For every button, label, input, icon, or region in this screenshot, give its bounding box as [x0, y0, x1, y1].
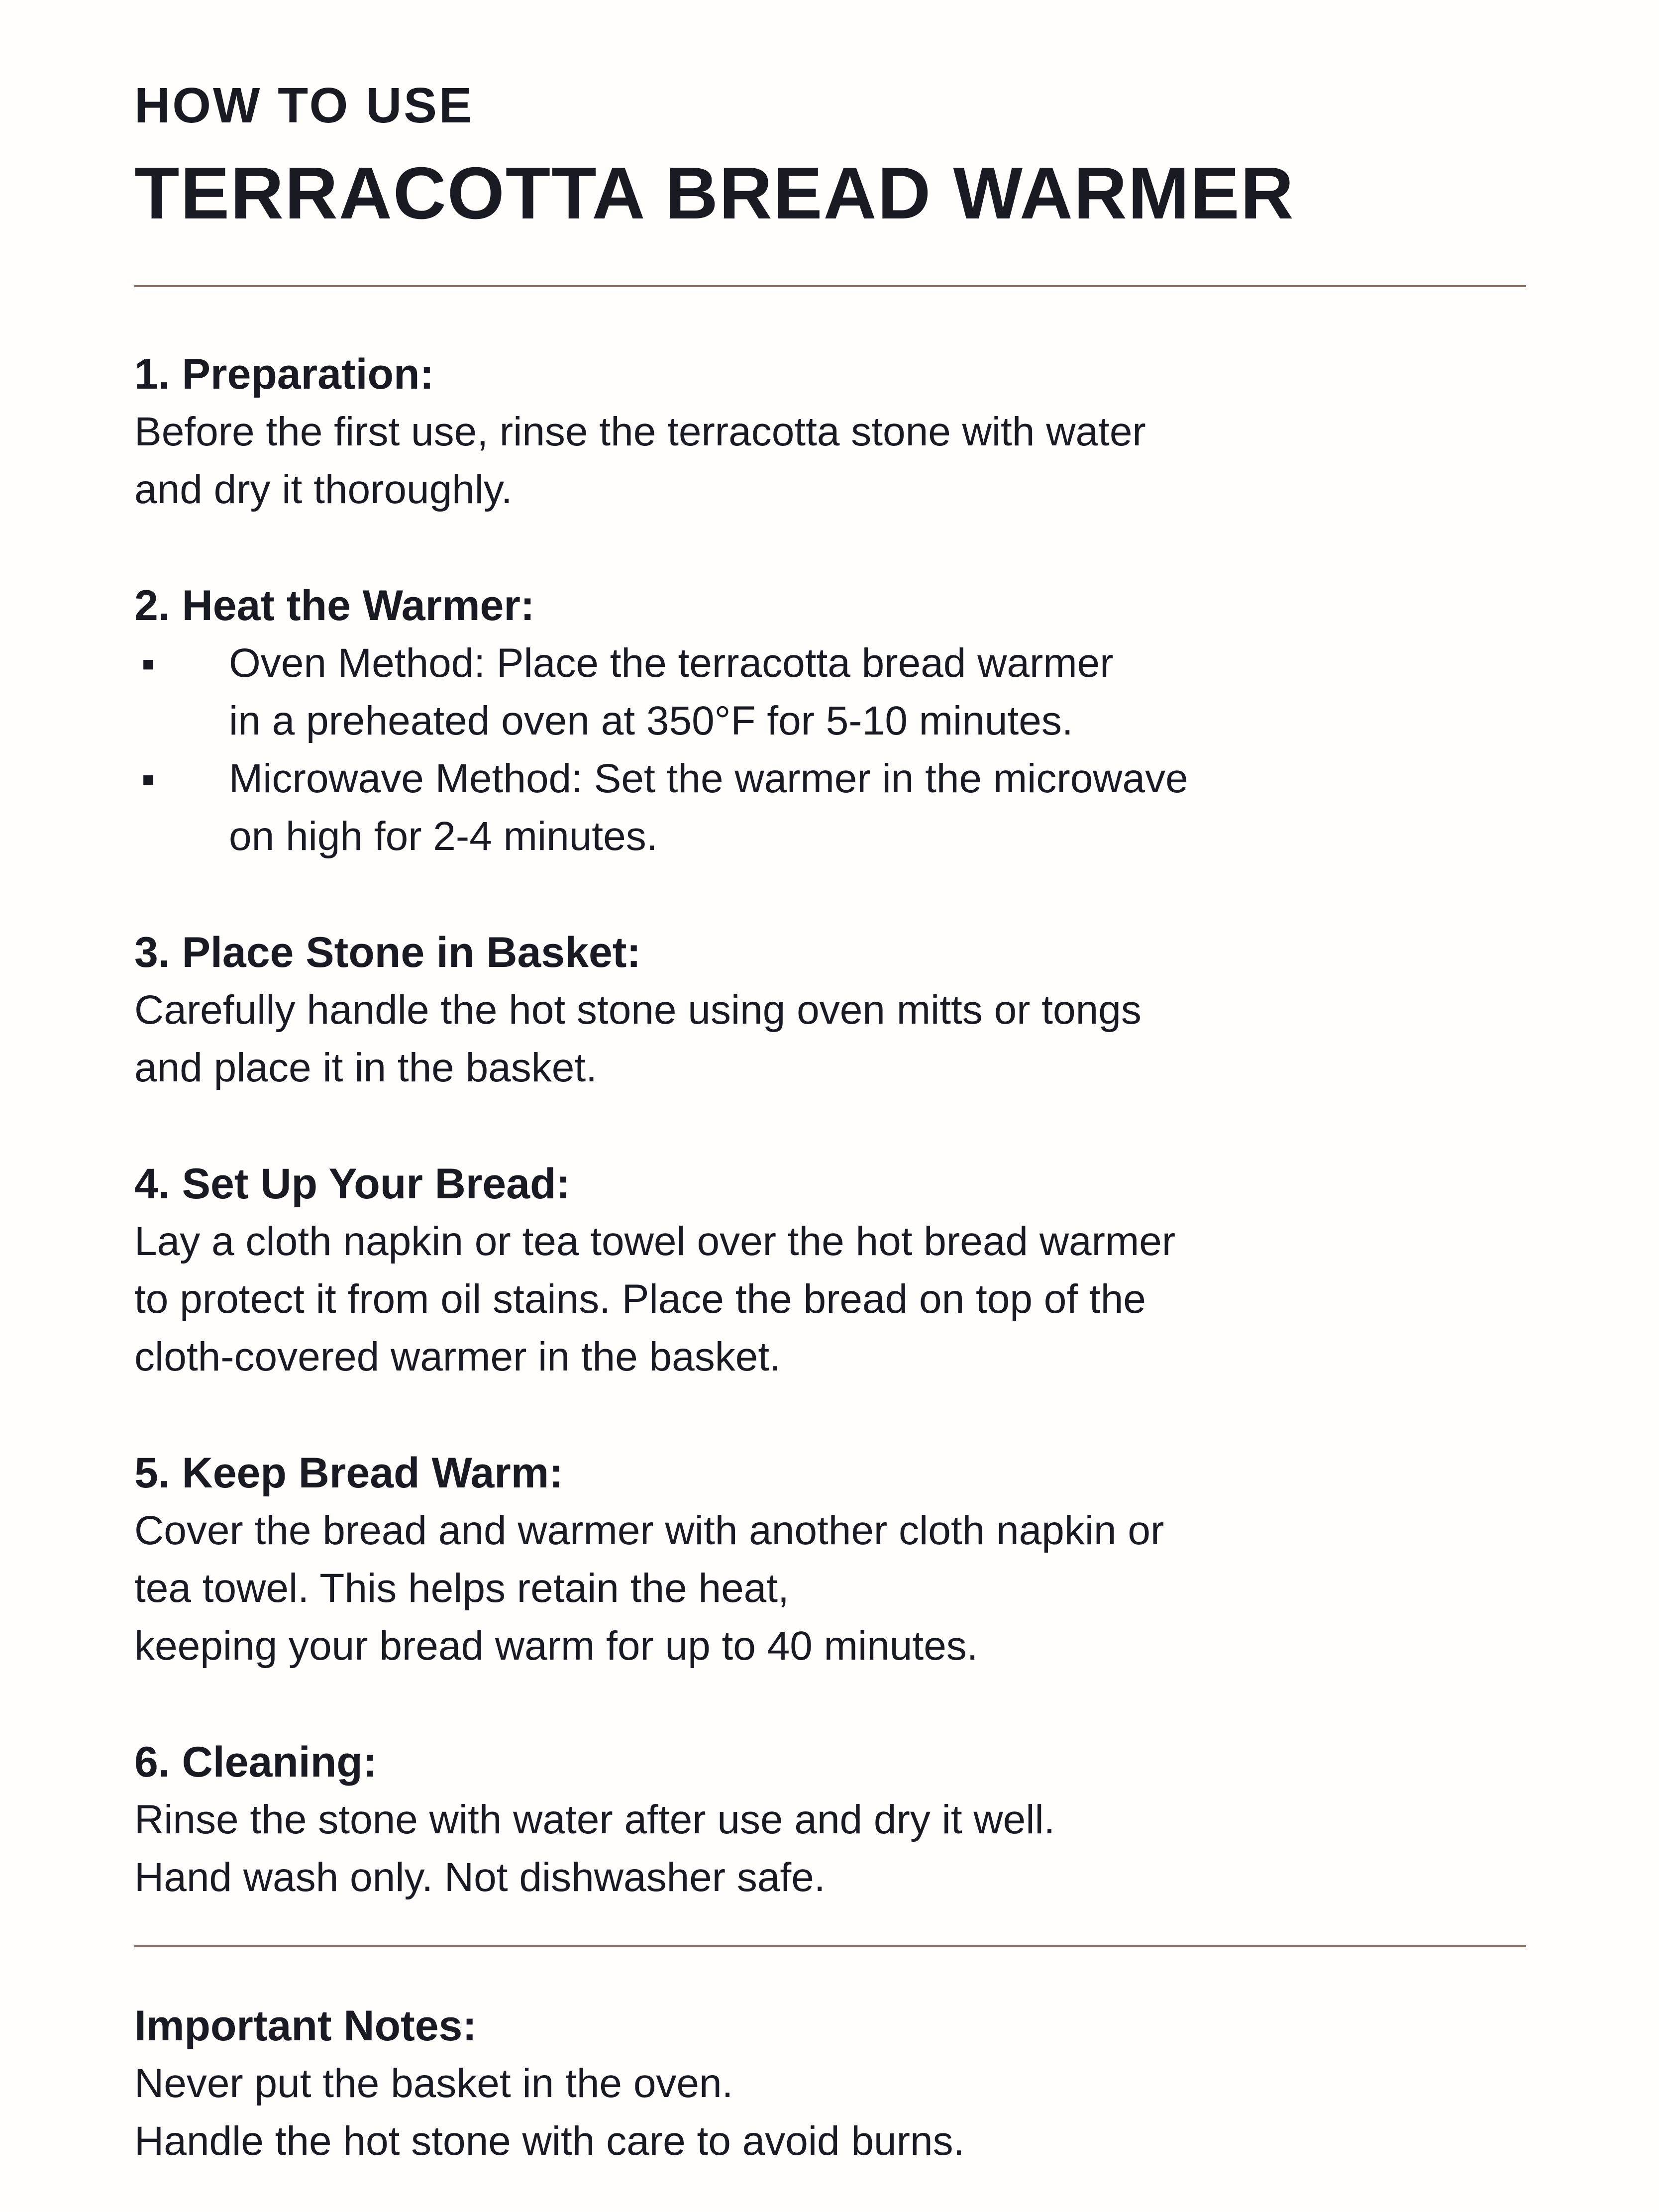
section-heading: 1. Preparation: [134, 350, 434, 398]
notes-heading: Important Notes: [134, 2002, 477, 2050]
section-preparation [134, 345, 1526, 519]
body-line: Before the first use, rinse the terracotta stone with water [134, 409, 1146, 454]
square-bullet-icon: ▪ [141, 641, 155, 685]
section-place-stone [134, 924, 1526, 1097]
top-divider [134, 285, 1526, 287]
body-line: and place it in the basket. [134, 1045, 597, 1090]
body-line: tea towel. This helps retain the heat, [134, 1566, 789, 1611]
section-heading: 6. Cleaning: [134, 1738, 377, 1786]
bottom-divider [134, 1945, 1526, 1947]
body-line: Never put the basket in the oven. [134, 2061, 733, 2106]
body-line: and dry it thoroughly. [134, 467, 513, 512]
body-line: Cover the bread and warmer with another cloth napkin or [134, 1508, 1164, 1553]
bullet-line: Microwave Method: Set the warmer in the microwave [229, 756, 1188, 801]
section-important-notes [134, 1997, 1526, 2170]
square-bullet-icon: ▪ [141, 757, 155, 801]
section-set-up-bread [134, 1155, 1526, 1386]
body-line: cloth-covered warmer in the basket. [134, 1334, 781, 1379]
page-title: TERRACOTTA BREAD WARMER [134, 152, 1295, 234]
body-line: Handle the hot stone with care to avoid burns. [134, 2118, 965, 2164]
eyebrow-heading: HOW TO USE [134, 78, 474, 133]
bullet-item [134, 634, 1526, 750]
section-heading: 4. Set Up Your Bread: [134, 1160, 571, 1208]
section-keep-bread-warm [134, 1444, 1526, 1675]
body-line: Carefully handle the hot stone using oven mitts or tongs [134, 987, 1141, 1033]
bullet-line: on high for 2-4 minutes. [229, 814, 658, 859]
body-line: keeping your bread warm for up to 40 minutes. [134, 1623, 978, 1669]
section-heading: 5. Keep Bread Warm: [134, 1449, 563, 1497]
section-heading: 3. Place Stone in Basket: [134, 929, 641, 976]
body-line: Lay a cloth napkin or tea towel over the hot bread warmer [134, 1219, 1176, 1264]
bullet-line: in a preheated oven at 350°F for 5-10 minutes. [229, 698, 1073, 743]
body-line: Rinse the stone with water after use and dry it well. [134, 1797, 1055, 1842]
bullet-item [134, 750, 1526, 865]
body-line: to protect it from oil stains. Place the bread on top of the [134, 1276, 1146, 1322]
bullet-text [229, 750, 1526, 865]
body-line: Hand wash only. Not dishwasher safe. [134, 1855, 826, 1900]
bullet-line: Oven Method: Place the terracotta bread warmer [229, 640, 1114, 686]
section-heat-the-warmer [134, 577, 1526, 865]
bullet-text [229, 634, 1526, 750]
section-heading: 2. Heat the Warmer: [134, 582, 535, 630]
section-cleaning [134, 1733, 1526, 1906]
